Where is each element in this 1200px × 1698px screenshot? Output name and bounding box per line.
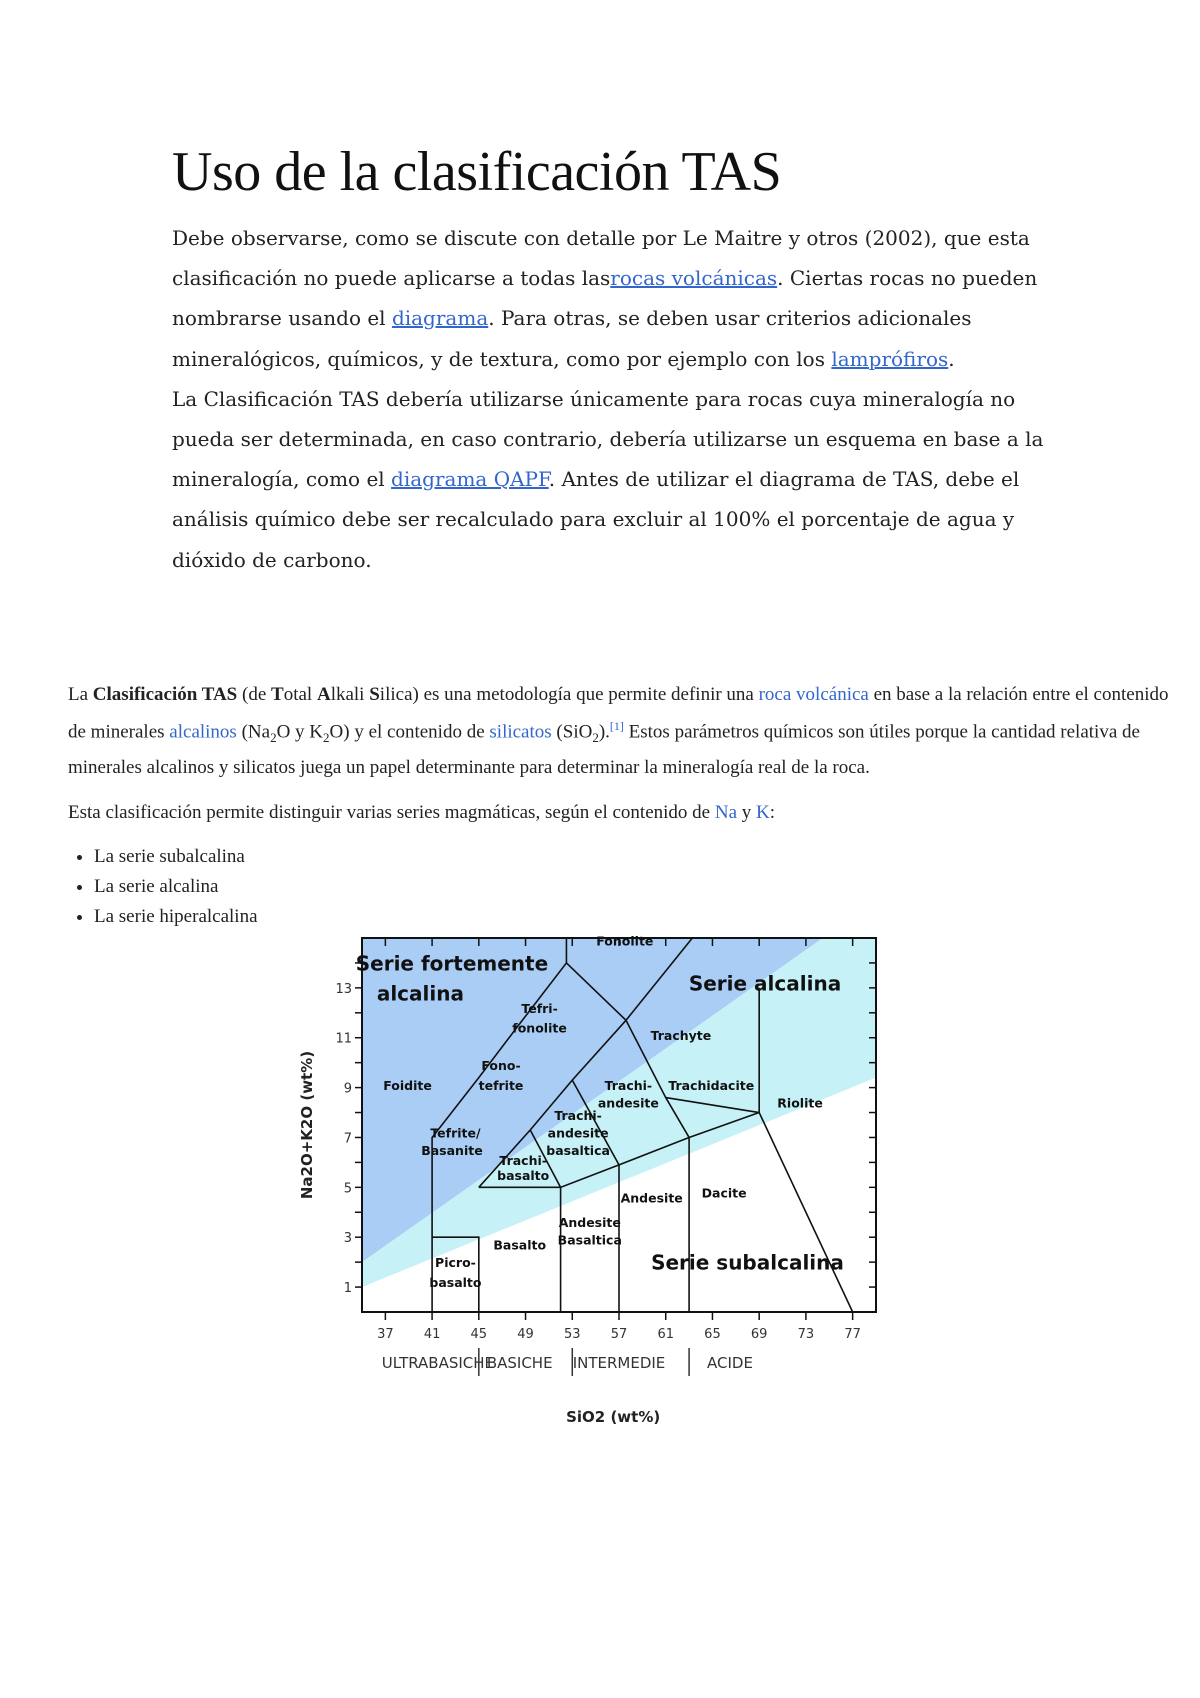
x-axis-label: SiO2 (wt%) [566, 1408, 661, 1426]
field-label: Fonolite [596, 933, 654, 949]
wiki-text: La [68, 684, 93, 705]
field-label: Trachi- [604, 1078, 653, 1094]
series-label: alcalina [376, 981, 464, 1006]
wiki-text: O) y el contenido de [329, 720, 490, 742]
wiki-text: en base a la relación entre el contenido de minerales [68, 684, 1169, 742]
x-tick-label: 45 [470, 1327, 488, 1342]
intro-text: . Ciertas rocas no pueden nombrarse usando el [172, 266, 1038, 331]
subscript: 2 [323, 729, 330, 745]
field-label: andesite [597, 1095, 659, 1111]
bold-letter: T [271, 684, 284, 705]
y-tick-label: 9 [343, 1081, 352, 1097]
list-item: • La serie subalcalina [94, 842, 1188, 872]
x-tick-label: 57 [610, 1327, 628, 1342]
x-tick-label: 65 [704, 1327, 721, 1342]
wiki-paragraph-1 [68, 680, 1188, 784]
reference-link[interactable]: [1] [609, 718, 624, 733]
wiki-text: : [769, 801, 776, 823]
link-k[interactable]: K [756, 801, 770, 823]
link-diagrama-qapf[interactable]: diagrama QAPF [391, 467, 549, 492]
link-diagrama[interactable]: diagrama [391, 306, 489, 331]
wiki-text: Esta clasificación permite distinguir varias series magmáticas, según el contenido de [68, 801, 715, 823]
field-label: Trachidacite [668, 1078, 755, 1094]
y-tick-label: 1 [343, 1281, 352, 1297]
page-title: Uso de la clasificación TAS [172, 141, 782, 203]
subscript: 2 [592, 729, 599, 745]
field-label: Trachyte [650, 1028, 712, 1044]
x-tick-label: 37 [377, 1327, 394, 1342]
field-label: Trachi- [554, 1108, 602, 1124]
y-tick-label: 11 [335, 1031, 352, 1047]
intro-text: Debe observarse, como se discute con detalle por Le Maitre y otros (2002), que esta clasificación no puede aplicarse a todas las [172, 226, 1030, 291]
tas-diagram [290, 930, 910, 1430]
link-rocas-volcanicas[interactable]: rocas volcánicas [610, 266, 778, 291]
wiki-paragraph-2 [68, 798, 1188, 829]
field-label: basaltica [546, 1142, 610, 1158]
wiki-text: (Na [236, 720, 271, 742]
x-tick-label: 69 [750, 1327, 768, 1342]
field-label: tefrite [478, 1078, 524, 1094]
field-label: andesite [547, 1125, 609, 1141]
field-label: Basaltica [557, 1232, 622, 1248]
intro-section [172, 218, 1052, 580]
field-label: Tefrite/ [430, 1125, 481, 1141]
series-label: Serie subalcalina [651, 1250, 844, 1275]
series-list [68, 842, 1188, 932]
bold-term: Clasificación TAS [92, 684, 238, 705]
wiki-text: (de [237, 684, 272, 705]
link-lamprofiros[interactable]: lamprófiros [831, 346, 949, 371]
silica-class-label: ACIDE [707, 1354, 753, 1372]
y-tick-label: 13 [335, 981, 352, 997]
subscript: 2 [270, 729, 277, 745]
y-tick-label: 7 [343, 1131, 352, 1147]
bold-letter: A [316, 684, 331, 705]
field-label: Basalto [493, 1237, 547, 1253]
wiki-excerpt [68, 680, 1188, 932]
link-roca-volcanica[interactable]: roca volcánica [758, 684, 869, 705]
intro-text: . Antes de utilizar el diagrama de TAS, debe el análisis químico debe ser recalculado para excluir al 100% el porcentaje de agua y dióxido de carbono. [172, 467, 1020, 572]
intro-text: La Clasificación TAS debería utilizarse únicamente para rocas cuya mineralogía no pueda ser determinada, en caso contrario, debería utilizarse un esquema en base a la mineralogía, como el [172, 386, 1044, 492]
silica-class-label: ULTRABASICHE [381, 1354, 495, 1372]
intro-text: . Para otras, se deben usar criterios adicionales mineralógicos, químicos, y de textura, como por ejemplo con los [172, 306, 972, 371]
field-label: Picro- [435, 1255, 476, 1271]
list-item: • La serie hiperalcalina [94, 902, 1188, 932]
silica-class-label: INTERMEDIE [572, 1354, 666, 1372]
wiki-text: ). [598, 720, 610, 742]
wiki-text: Estos parámetros químicos son útiles porque la cantidad relativa de minerales alcalinos y silicatos juega un papel determinante para determinar la mineralogía real de la roca. [68, 720, 1140, 779]
series-label: Serie alcalina [688, 971, 842, 996]
field-label: Fono- [481, 1058, 521, 1074]
x-tick-label: 61 [657, 1327, 675, 1342]
wiki-text: O y K [276, 720, 324, 742]
y-tick-label: 3 [343, 1231, 352, 1247]
link-silicatos[interactable]: silicatos [489, 720, 552, 742]
x-tick-label: 41 [423, 1327, 441, 1342]
field-label: fonolite [512, 1020, 567, 1036]
wiki-text: lkali [330, 684, 370, 705]
bold-letter: S [369, 684, 380, 705]
x-tick-label: 53 [563, 1327, 581, 1342]
field-label: Dacite [701, 1185, 747, 1201]
field-label: Tefri- [521, 1000, 558, 1016]
intro-paragraph-2 [172, 379, 1052, 580]
intro-text: . [948, 346, 955, 371]
wiki-text: otal [283, 684, 317, 705]
wiki-text: ilica) es una metodología que permite definir una [379, 684, 759, 705]
field-label: Andesite [558, 1215, 621, 1231]
field-label: Trachi- [499, 1152, 547, 1168]
x-tick-label: 73 [797, 1327, 815, 1342]
field-label: Riolite [777, 1095, 823, 1111]
x-tick-label: 77 [844, 1327, 861, 1342]
list-item: • La serie alcalina [94, 872, 1188, 902]
field-label: basalto [429, 1275, 482, 1291]
silica-classes [382, 1348, 753, 1376]
wiki-text: (SiO [551, 720, 593, 742]
field-label: Foidite [383, 1078, 432, 1094]
link-na[interactable]: Na [714, 801, 738, 823]
y-axis-label: Na2O+K2O (wt%) [298, 1050, 316, 1200]
field-label: Basanite [421, 1142, 483, 1158]
field-label: Andesite [620, 1190, 683, 1206]
link-alcalinos[interactable]: alcalinos [169, 720, 237, 742]
x-tick-label: 49 [517, 1327, 534, 1342]
y-tick-label: 5 [343, 1181, 352, 1197]
intro-paragraph-1 [172, 218, 1052, 379]
series-label: Serie fortemente [355, 951, 549, 976]
field-label: basalto [497, 1167, 550, 1183]
wiki-text: y [737, 801, 757, 823]
silica-class-label: BASICHE [486, 1354, 553, 1372]
